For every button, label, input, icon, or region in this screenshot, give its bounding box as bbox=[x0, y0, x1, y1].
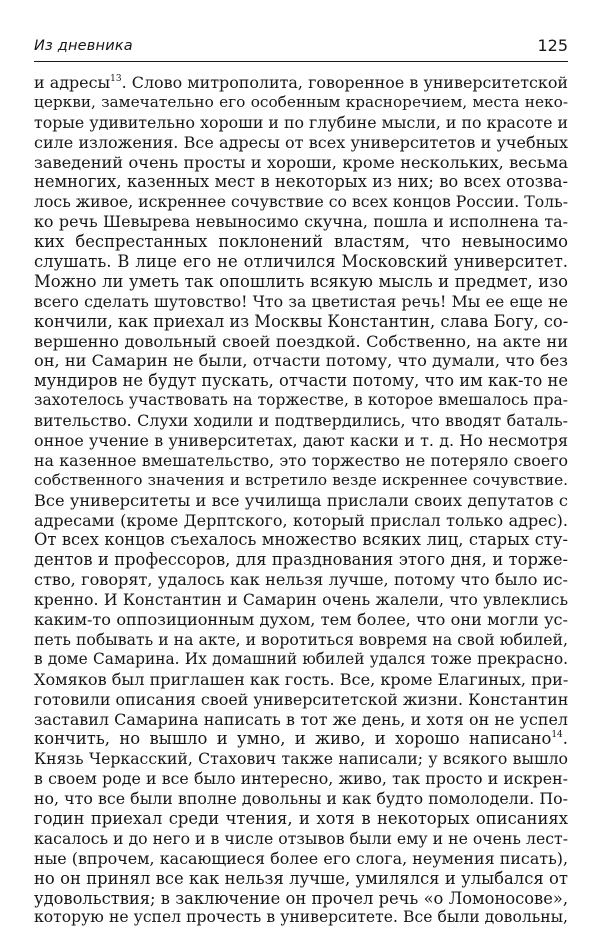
text-line-content: которую не успел прочесть в университете. Все были довольны, bbox=[34, 908, 568, 927]
body-text bbox=[34, 73, 568, 928]
text-line bbox=[34, 252, 568, 272]
text-line bbox=[34, 530, 568, 550]
text-line bbox=[34, 550, 568, 570]
text-line-content: мундиров не будут пускать, отчасти потому, что им как-то не bbox=[34, 371, 568, 391]
text-line-content: годин приехал среди чтения, и хотя в некоторых описаниях bbox=[34, 808, 568, 828]
text-line-content: онное учение в университетах, дают каски и т. д. Но несмотря bbox=[34, 431, 568, 451]
text-line bbox=[34, 351, 568, 371]
text-line-content: дентов и профессоров, для празднования этого дня, и торже- bbox=[34, 550, 568, 570]
text-line bbox=[34, 411, 568, 431]
text-line-content: заставил Самарина написать в тот же день, и хотя он не успел bbox=[34, 709, 568, 729]
text-line bbox=[34, 172, 568, 192]
text-line-continuation: . Слово митрополита, говоренное в университетской bbox=[121, 73, 568, 92]
text-line bbox=[34, 630, 568, 650]
text-line bbox=[34, 889, 568, 909]
text-line bbox=[34, 232, 568, 252]
text-line-content: церкви, замечательно его особенным красноречием, места неко- bbox=[34, 92, 568, 111]
text-line-content: ство, говорят, удалось как нельзя лучше, потому что было ис- bbox=[34, 570, 568, 590]
text-line-content: готовили описания своей университетской жизни. Константин bbox=[34, 689, 568, 709]
text-line bbox=[34, 113, 568, 133]
text-line bbox=[34, 133, 568, 153]
text-line-content: всего сделать шутовство! Что за цветистая речь! Мы ее еще не bbox=[34, 291, 568, 311]
text-line-content: От всех концов съехалось множество всяких лиц, старых сту- bbox=[34, 530, 568, 550]
text-line bbox=[34, 908, 568, 928]
text-line-content: он, ни Самарин не были, отчасти потому, что думали, что без bbox=[34, 351, 568, 371]
text-line-content: Хомяков был приглашен как гость. Все, кроме Елагиных, при- bbox=[34, 669, 568, 689]
text-line-content: на казенное вмешательство, это торжество не потеряло своего bbox=[34, 450, 568, 470]
text-line-content: Все университеты и все училища прислали своих депутатов с bbox=[34, 490, 568, 510]
text-line bbox=[34, 93, 568, 113]
footnote-marker: 13 bbox=[110, 74, 122, 84]
text-line bbox=[34, 153, 568, 173]
text-line-content: захотелось участвовать на торжестве, в которое вмешалось пра- bbox=[34, 391, 568, 410]
text-line-content: Можно ли уметь так опошлить всякую мысль и предмет, изо bbox=[34, 271, 568, 291]
text-line-content: вершенно довольный своей поездкой. Собственно, на акте ни bbox=[34, 331, 568, 351]
text-line bbox=[34, 292, 568, 312]
footnote-marker: 14 bbox=[551, 730, 563, 741]
text-line-content: ких беспрестанных поклонений властям, что невыносимо bbox=[34, 232, 568, 252]
text-line bbox=[34, 332, 568, 352]
text-line bbox=[34, 391, 568, 411]
text-line bbox=[34, 471, 568, 491]
text-line-content: удовольствия; в заключение он прочел речь «о Ломоносове», bbox=[34, 888, 568, 908]
text-line-content: но он принял все как нельзя лучше, умилялся и улыбался от bbox=[34, 868, 568, 888]
text-line-content: силе изложения. Все адресы от всех университетов и учебных bbox=[34, 132, 568, 152]
text-line-content: вительство. Слухи ходили и подтвердились, что вводят баталь- bbox=[34, 411, 568, 431]
text-line bbox=[34, 451, 568, 471]
text-line-content: Князь Черкасский, Стахович также написали; у всякого вышло bbox=[34, 749, 568, 769]
text-line bbox=[34, 789, 568, 809]
text-line bbox=[34, 570, 568, 590]
text-line-content: петь побывать и на акте, и воротиться вовремя на свой юбилей, bbox=[34, 629, 568, 649]
text-line bbox=[34, 312, 568, 332]
text-line-content: в доме Самарина. Их домашний юбилей удался тоже прекрасно. bbox=[34, 649, 568, 668]
text-line-content: собственного значения и встретило везде искреннее сочувствие. bbox=[34, 470, 568, 489]
text-line-content: и адресы bbox=[34, 73, 111, 92]
text-line bbox=[34, 371, 568, 391]
text-line-content: торые удивительно хороши и по глубине мысли, и по красоте и bbox=[34, 112, 568, 132]
text-line bbox=[34, 431, 568, 451]
text-line-content: в своем роде и все было интересно, живо, так просто и искрен- bbox=[34, 769, 568, 789]
text-line bbox=[34, 670, 568, 690]
text-line-content: ные (впрочем, касающиеся более его слога, неумения писать), bbox=[34, 848, 568, 868]
text-line bbox=[34, 769, 568, 789]
text-line bbox=[34, 491, 568, 511]
text-line bbox=[34, 272, 568, 292]
text-line bbox=[34, 511, 568, 531]
text-line-content: кончить, но вышло и умно, и живо, и хорошо написано bbox=[34, 729, 552, 749]
running-header-title: Из дневника bbox=[34, 38, 133, 54]
text-line-continuation: . bbox=[562, 729, 568, 749]
text-line bbox=[34, 212, 568, 232]
text-line-content: кончили, как приехал из Москвы Константин, слава Богу, со- bbox=[34, 311, 568, 331]
text-line-content: кренно. И Константин и Самарин очень жалели, что увлеклись bbox=[34, 590, 568, 610]
text-line bbox=[34, 710, 568, 730]
text-line-content: ко речь Шевырева невыносимо скучна, пошла и исполнена та- bbox=[34, 212, 568, 232]
text-line bbox=[34, 610, 568, 630]
text-line bbox=[34, 729, 568, 749]
text-line bbox=[34, 749, 568, 769]
text-line bbox=[34, 590, 568, 610]
text-line bbox=[34, 869, 568, 889]
text-line bbox=[34, 690, 568, 710]
text-line bbox=[34, 192, 568, 212]
text-line-content: немногих, казенных мест в некоторых из них; во всех отозва- bbox=[34, 172, 568, 192]
text-line-content: слушать. В лице его не отличился Московский университет. bbox=[34, 252, 568, 272]
text-line-content: адресами (кроме Дерптского, который прислал только адрес). bbox=[34, 510, 568, 530]
text-line bbox=[34, 829, 568, 849]
text-line bbox=[34, 809, 568, 829]
text-line-content: каким-то оппозиционным духом, тем более, что они могли ус- bbox=[34, 610, 568, 630]
page-number: 125 bbox=[537, 36, 568, 55]
text-line-content: касалось и до него и в числе отзывов были ему и не очень лест- bbox=[34, 828, 568, 848]
text-line bbox=[34, 650, 568, 670]
text-line bbox=[34, 849, 568, 869]
running-header bbox=[34, 33, 568, 62]
text-line-content: лось живое, искреннее сочувствие со всех концов России. Толь- bbox=[34, 192, 568, 212]
text-line-content: но, что все были вполне довольны и как будто помолодели. По- bbox=[34, 789, 568, 809]
text-line-content: заведений очень просты и хороши, кроме нескольких, весьма bbox=[34, 152, 568, 172]
text-line bbox=[34, 73, 568, 93]
